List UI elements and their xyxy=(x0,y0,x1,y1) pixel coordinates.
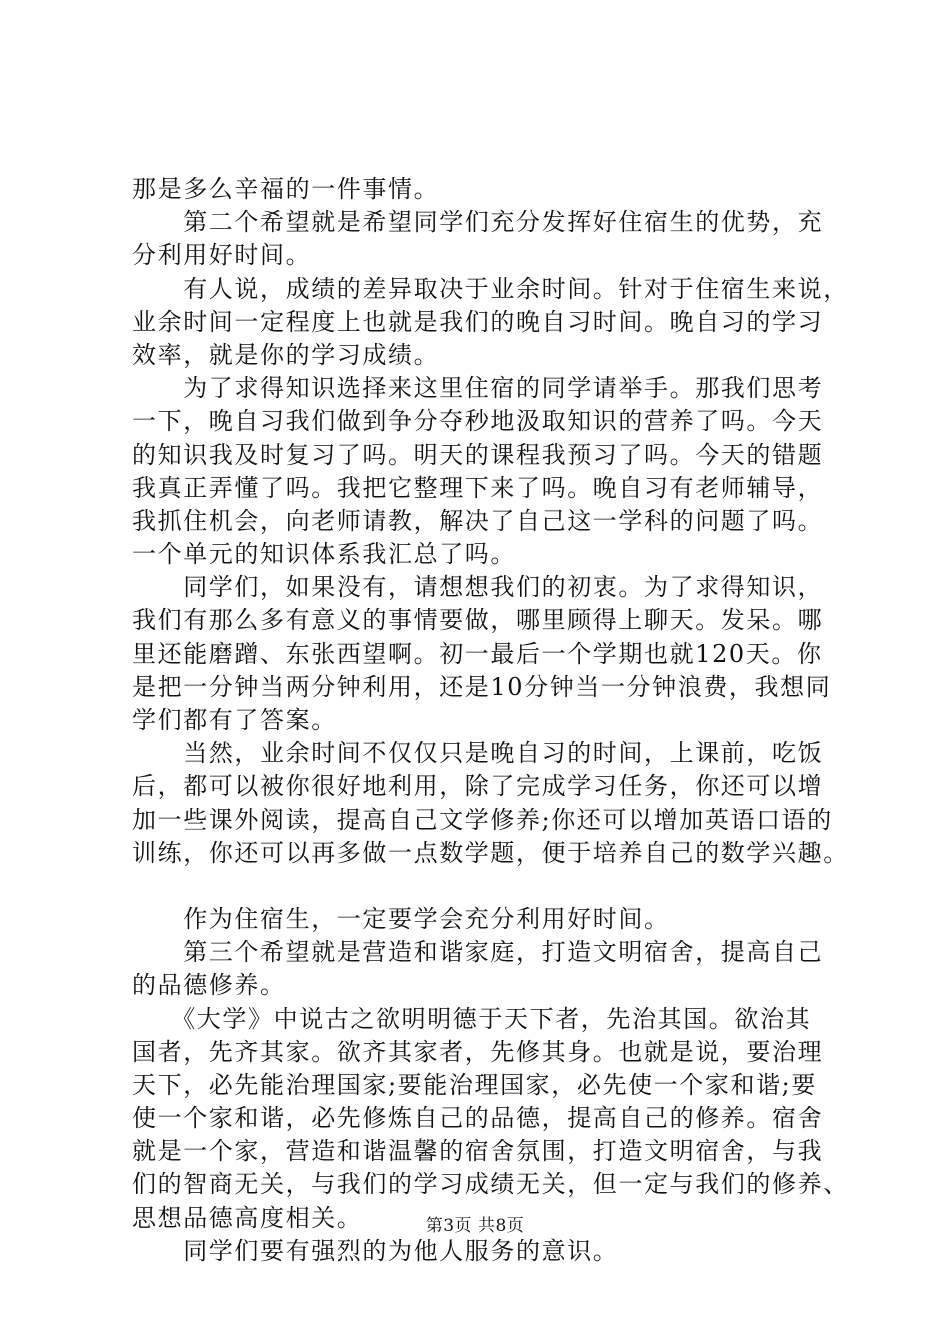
text-line: 当然，业余时间不仅仅只是晚自习的时间，上课前，吃饭 xyxy=(132,739,824,768)
text-line: 第三个希望就是营造和谐家庭，打造文明宿舍，提高自己 xyxy=(132,938,824,967)
blank-line xyxy=(132,870,844,903)
text-line: 效率，就是你的学习成绩。 xyxy=(132,340,440,369)
text-line: 《大学》中说古之欲明明德于天下者，先治其国。欲治其 xyxy=(132,1004,812,1033)
text-line: 那是多么辛福的一件事情。 xyxy=(132,175,440,203)
text-line: 训练，你还可以再多做一点数学题，便于培养自己的数学兴趣。 xyxy=(132,838,849,867)
text-line: 我真正弄懂了吗。我把它整理下来了吗。晚自习有老师辅导， xyxy=(132,473,824,502)
text-line: 思想品德高度相关。 xyxy=(132,1203,363,1232)
text-line: 是把一分钟当两分钟利用，还是10分钟当一分钟浪费，我想同 xyxy=(132,672,832,701)
text-line: 同学们，如果没有，请想想我们的初衷。为了求得知识， xyxy=(132,573,824,602)
text-line: 同学们要有强烈的为他人服务的意识。 xyxy=(132,1236,619,1265)
page-number-footer: 第3页 共8页 xyxy=(425,1216,525,1236)
text-line: 的品德修养。 xyxy=(132,971,286,1000)
text-line: 的知识我及时复习了吗。明天的课程我预习了吗。今天的错题 xyxy=(132,440,824,469)
text-line: 第二个希望就是希望同学们充分发挥好住宿生的优势，充 xyxy=(132,208,824,237)
text-line: 一个单元的知识体系我汇总了吗。 xyxy=(132,540,516,569)
text-line: 学们都有了答案。 xyxy=(132,706,337,734)
text-line: 业余时间一定程度上也就是我们的晚自习时间。晚自习的学习 xyxy=(132,307,824,336)
text-line: 为了求得知识选择来这里住宿的同学请举手。那我们思考 xyxy=(132,374,824,403)
text-line: 里还能磨蹭、东张西望啊。初一最后一个学期也就120天。你 xyxy=(132,639,823,668)
text-line: 加一些课外阅读，提高自己文学修养;你还可以增加英语口语的 xyxy=(132,805,833,834)
text-line: 分利用好时间。 xyxy=(132,241,312,270)
text-line: 一下，晚自习我们做到争分夺秒地汲取知识的营养了吗。今天 xyxy=(132,407,824,436)
text-line: 作为住宿生，一定要学会充分利用好时间。 xyxy=(132,904,670,933)
text-line: 使一个家和谐，必先修炼自己的品德，提高自己的修养。宿舍 xyxy=(132,1104,824,1133)
text-line: 后，都可以被你很好地利用，除了完成学习任务，你还可以增 xyxy=(132,772,824,801)
text-line: 我抓住机会，向老师请教，解决了自己这一学科的问题了吗。 xyxy=(132,506,824,535)
text-line: 就是一个家，营造和谐温馨的宿舍氛围，打造文明宿舍，与我 xyxy=(132,1137,824,1166)
text-line: 有人说，成绩的差异取决于业余时间。针对于住宿生来说， xyxy=(132,274,849,303)
text-line: 国者，先齐其家。欲齐其家者，先修其身。也就是说，要治理 xyxy=(132,1037,824,1066)
document-body xyxy=(132,173,849,1268)
text-line: 们的智商无关，与我们的学习成绩无关，但一定与我们的修养、 xyxy=(132,1170,849,1199)
text-line: 我们有那么多有意义的事情要做，哪里顾得上聊天。发呆。哪 xyxy=(132,606,824,635)
text-line: 天下，必先能治理国家;要能治理国家，必先使一个家和谐;要 xyxy=(132,1070,817,1099)
